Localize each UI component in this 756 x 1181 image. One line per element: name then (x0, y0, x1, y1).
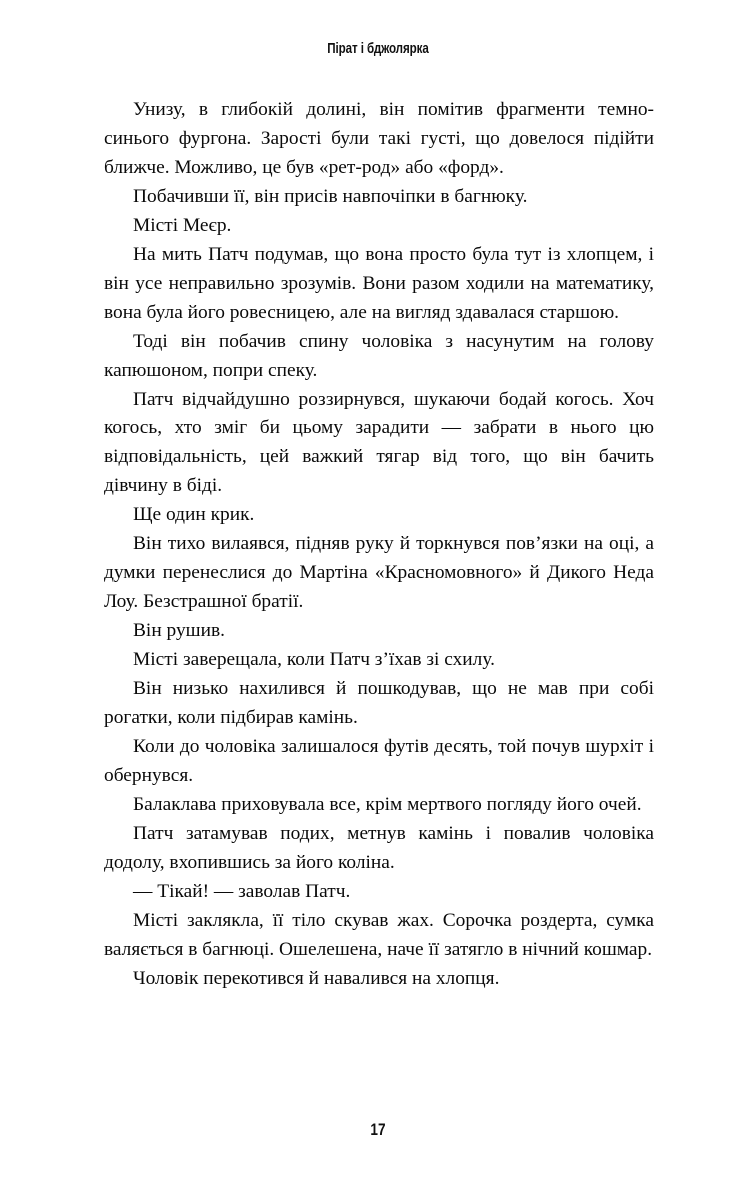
page-number: 17 (370, 1120, 386, 1139)
body-paragraph: Патч затамував подих, метнув камінь і повалив чоловіка додолу, вхопившись за його коліна. (104, 822, 654, 873)
body-paragraph: Тоді він побачив спину чоловіка з насунутим на голову капюшоном, попри спеку. (104, 330, 654, 381)
body-paragraph: Місті заклякла, її тіло скував жах. Сорочка роздерта, сумка валяється в багнюці. Ошелешена, наче її затягло в нічний кошмар. (104, 909, 654, 960)
body-paragraph: На мить Патч подумав, що вона просто була тут із хлопцем, і він усе неправильно зрозумів. Вони разом ходили на математику, вона була його ровесницею, але на вигляд здавалася старшою. (104, 243, 654, 323)
body-paragraph: Він тихо вилаявся, підняв руку й торкнувся пов’язки на оці, а думки перенеслися до Мартіна «Красномовного» й Дикого Неда Лоу. Безстрашної братії. (104, 533, 654, 613)
body-paragraph: Місті заверещала, коли Патч з’їхав зі схилу. (133, 649, 495, 671)
body-text-column (104, 96, 654, 994)
body-paragraph: Коли до чоловіка залишалося футів десять, той почув шурхіт і обернувся. (104, 735, 654, 786)
body-paragraph: — Тікай! — заволав Патч. (133, 880, 351, 902)
body-paragraph: Побачивши її, він присів навпочіпки в багнюку. (133, 185, 528, 207)
body-paragraph: Унизу, в глибокій долині, він помітив фрагменти темно-синього фургона. Зарості були такі густі, що довелося підійти ближче. Можливо, це був «рет-род» або «форд». (104, 99, 654, 178)
body-paragraph: Місті Меєр. (133, 214, 232, 236)
running-head: Пірат і бджолярка (327, 41, 429, 57)
body-paragraph: Патч відчайдушно роззирнувся, шукаючи бодай когось. Хоч когось, хто зміг би цьому зарадити — забрати в нього цю відповідальність, цей важкий тягар від того, що він бачить дівчину в біді. (104, 388, 654, 497)
body-paragraph: Він рушив. (133, 620, 225, 642)
body-paragraph: Балаклава приховувала все, крім мертвого погляду його очей. (133, 793, 642, 815)
body-paragraph: Чоловік перекотився й навалився на хлопця. (133, 967, 500, 989)
body-paragraph: Ще один крик. (133, 504, 255, 526)
body-paragraph: Він низько нахилився й пошкодував, що не мав при собі рогатки, коли підбирав камінь. (104, 678, 654, 729)
